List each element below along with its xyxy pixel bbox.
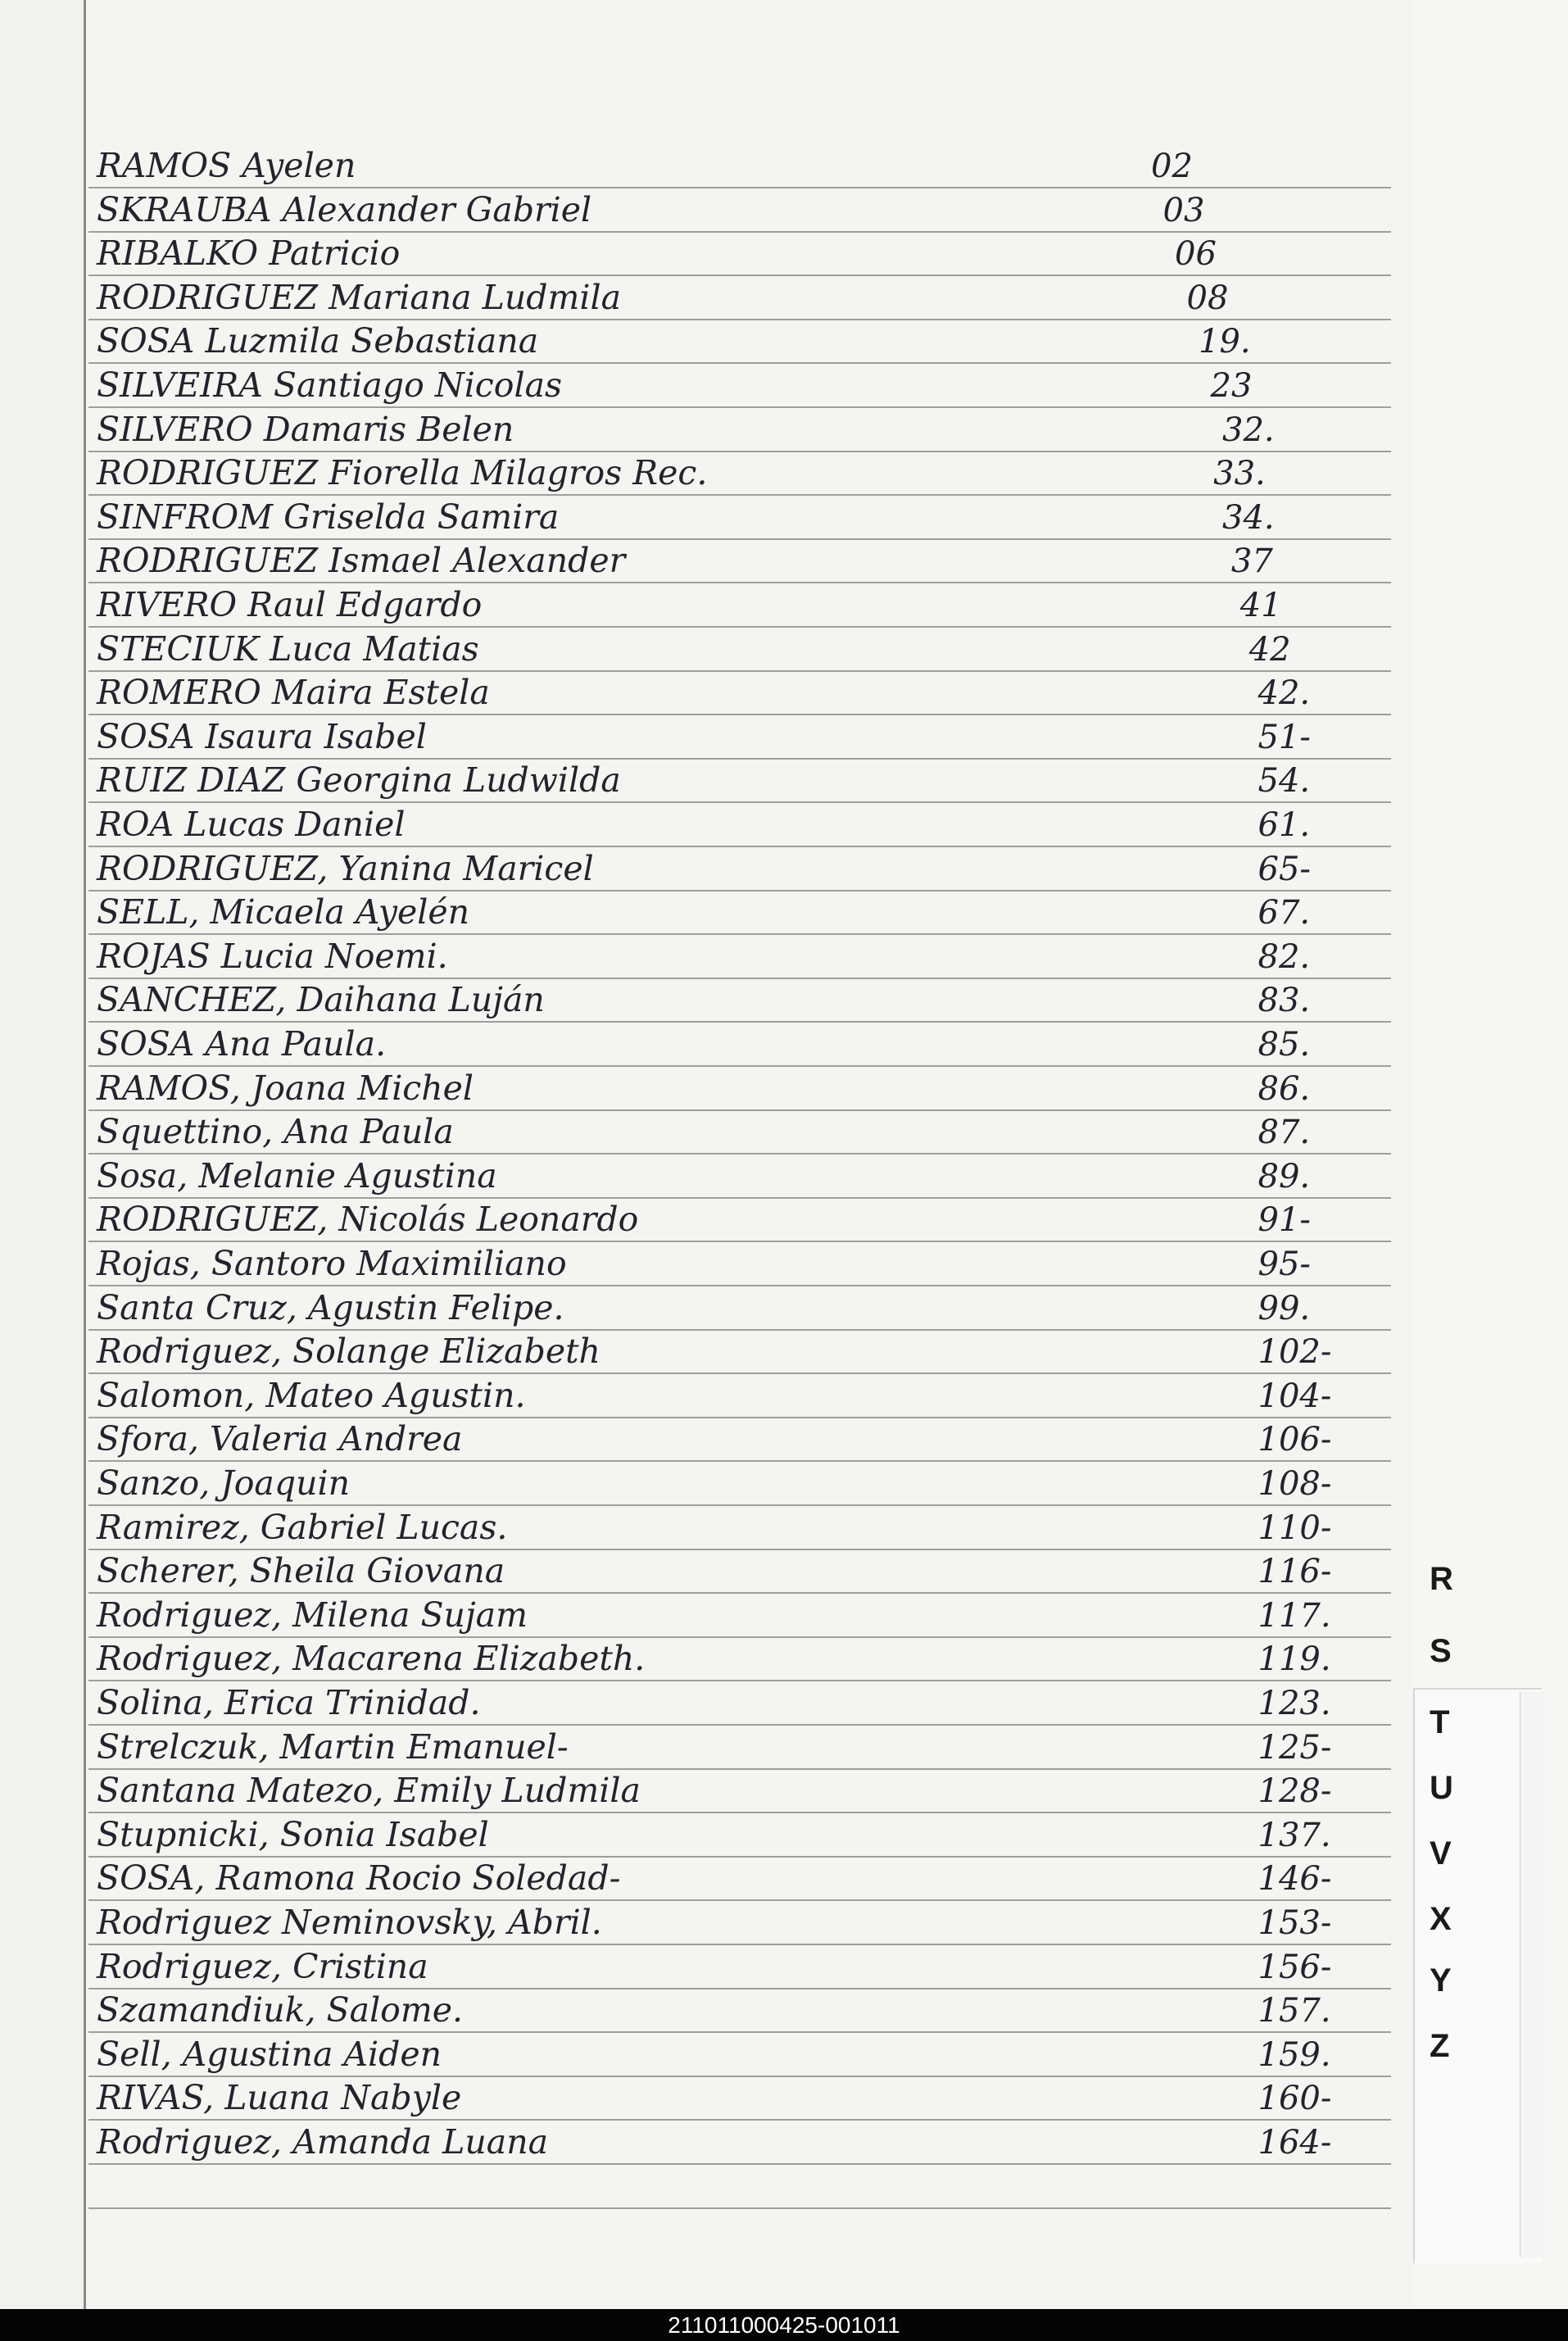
student-number: 82. bbox=[1258, 937, 1311, 976]
student-name: RAMOS, Joana Michel bbox=[97, 1068, 474, 1108]
student-number: 137. bbox=[1258, 1816, 1331, 1854]
index-tab-letter: Z bbox=[1430, 2028, 1450, 2064]
student-number: 65- bbox=[1258, 850, 1311, 888]
student-name: RIVERO Raul Edgardo bbox=[97, 585, 483, 624]
list-item bbox=[0, 1463, 1568, 1506]
list-item bbox=[0, 2121, 1568, 2165]
student-number: 106- bbox=[1258, 1421, 1332, 1459]
student-name: RODRIGUEZ, Yanina Maricel bbox=[97, 848, 594, 888]
list-item bbox=[0, 277, 1568, 320]
student-name: RUIZ DIAZ Georgina Ludwilda bbox=[97, 760, 621, 801]
student-name: ROJAS Lucia Noemi. bbox=[97, 936, 448, 976]
student-number: 83. bbox=[1258, 982, 1311, 1020]
student-number: 86. bbox=[1258, 1069, 1311, 1108]
student-name: Santa Cruz, Agustin Felipe. bbox=[97, 1287, 564, 1327]
student-number: 42. bbox=[1258, 674, 1311, 713]
list-item bbox=[0, 1023, 1568, 1067]
list-item bbox=[0, 672, 1568, 715]
index-tab-letter: Y bbox=[1430, 1962, 1452, 1998]
list-item bbox=[0, 716, 1568, 760]
student-name: Salomon, Mateo Agustin. bbox=[97, 1375, 526, 1415]
document-id-bar bbox=[0, 2309, 1568, 2341]
student-name: STECIUK Luca Matias bbox=[97, 628, 479, 669]
list-item bbox=[0, 1375, 1568, 1418]
student-number: 23 bbox=[1210, 367, 1253, 405]
student-number: 91- bbox=[1258, 1201, 1311, 1240]
student-name: SOSA Isaura Isabel bbox=[97, 716, 427, 756]
student-name: RODRIGUEZ Ismael Alexander bbox=[97, 541, 626, 581]
student-name: SANCHEZ, Daihana Luján bbox=[97, 980, 545, 1020]
student-name: Sosa, Melanie Agustina bbox=[97, 1155, 497, 1195]
list-item bbox=[0, 1726, 1568, 1770]
list-item bbox=[0, 320, 1568, 364]
student-number: 41 bbox=[1239, 587, 1282, 624]
student-number: 108- bbox=[1258, 1465, 1332, 1503]
student-name: SELL, Micaela Ayelén bbox=[97, 892, 470, 932]
ruled-line bbox=[88, 2207, 1391, 2209]
index-tab-letter: S bbox=[1430, 1633, 1452, 1669]
list-item bbox=[0, 1418, 1568, 1462]
student-number: 125- bbox=[1258, 1728, 1332, 1767]
student-number: 160- bbox=[1258, 2080, 1332, 2118]
student-name: SKRAUBA Alexander Gabriel bbox=[97, 189, 592, 229]
student-name: SOSA Ana Paula. bbox=[97, 1024, 387, 1064]
student-name: Rodriguez, Milena Sujam bbox=[97, 1595, 528, 1635]
list-item bbox=[0, 497, 1568, 540]
student-name: Rojas, Santoro Maximiliano bbox=[97, 1244, 567, 1283]
student-number: 51- bbox=[1258, 718, 1311, 756]
student-name: Scherer, Sheila Giovana bbox=[97, 1551, 505, 1591]
student-name: Sell, Agustina Aiden bbox=[97, 2034, 442, 2074]
student-name: Rodriguez, Cristina bbox=[97, 1946, 428, 1986]
list-item bbox=[0, 145, 1568, 188]
student-name: Stupnicki, Sonia Isabel bbox=[97, 1814, 489, 1854]
student-number: 164- bbox=[1258, 2124, 1332, 2162]
student-name: Santana Matezo, Emily Ludmila bbox=[97, 1771, 641, 1811]
student-name: Ramirez, Gabriel Lucas. bbox=[97, 1507, 508, 1547]
index-tab-letter: U bbox=[1430, 1770, 1453, 1806]
student-number: 110- bbox=[1258, 1508, 1332, 1547]
student-number: 156- bbox=[1258, 1948, 1332, 1986]
list-item bbox=[0, 1068, 1568, 1111]
student-number: 128- bbox=[1258, 1772, 1332, 1811]
student-name: Rodriguez, Solange Elizabeth bbox=[97, 1332, 600, 1372]
student-name: Rodriguez, Amanda Luana bbox=[97, 2122, 549, 2162]
student-number: 33. bbox=[1213, 455, 1266, 493]
list-item bbox=[0, 1946, 1568, 1989]
student-name: Sfora, Valeria Andrea bbox=[97, 1419, 463, 1459]
list-item bbox=[0, 1682, 1568, 1726]
student-name: ROA Lucas Daniel bbox=[97, 805, 406, 844]
list-item bbox=[0, 804, 1568, 847]
list-item bbox=[0, 1331, 1568, 1374]
list-item bbox=[0, 1243, 1568, 1286]
student-number: 104- bbox=[1258, 1377, 1332, 1415]
list-item bbox=[0, 1507, 1568, 1550]
student-number: 67. bbox=[1258, 894, 1311, 932]
student-number: 37 bbox=[1230, 542, 1273, 581]
student-number: 117. bbox=[1258, 1596, 1331, 1635]
student-name: Squettino, Ana Paula bbox=[97, 1112, 454, 1152]
student-name: Rodriguez Neminovsky, Abril. bbox=[97, 1903, 602, 1942]
student-number: 87. bbox=[1258, 1114, 1311, 1152]
index-tab-letter: T bbox=[1430, 1704, 1450, 1740]
list-item bbox=[0, 365, 1568, 408]
student-name: SOSA, Ramona Rocio Soledad- bbox=[97, 1858, 621, 1899]
student-number: 119. bbox=[1258, 1640, 1331, 1679]
list-item bbox=[0, 1770, 1568, 1813]
student-number: 32. bbox=[1222, 411, 1275, 449]
student-name: RAMOS Ayelen bbox=[97, 146, 356, 185]
student-name: Strelczuk, Martin Emanuel- bbox=[97, 1726, 569, 1767]
list-item bbox=[0, 1199, 1568, 1242]
student-number: 95- bbox=[1258, 1245, 1311, 1283]
student-number: 85. bbox=[1258, 1026, 1311, 1064]
list-item bbox=[0, 584, 1568, 628]
student-number: 99. bbox=[1258, 1289, 1311, 1327]
student-number: 157. bbox=[1258, 1992, 1331, 2030]
student-number: 146- bbox=[1258, 1860, 1332, 1899]
list-item bbox=[0, 1287, 1568, 1331]
list-item bbox=[0, 2077, 1568, 2121]
list-item bbox=[0, 628, 1568, 672]
student-name: Rodriguez, Macarena Elizabeth. bbox=[97, 1639, 646, 1679]
student-name: RIBALKO Patricio bbox=[97, 234, 401, 274]
student-number: 19. bbox=[1199, 323, 1251, 361]
student-number: 06 bbox=[1175, 235, 1217, 274]
student-number: 02 bbox=[1151, 147, 1193, 185]
list-item bbox=[0, 233, 1568, 276]
student-name: SOSA Luzmila Sebastiana bbox=[97, 321, 539, 361]
list-item bbox=[0, 1858, 1568, 1901]
student-name: SILVERO Damaris Belen bbox=[97, 409, 514, 449]
student-name: RODRIGUEZ Mariana Ludmila bbox=[97, 277, 622, 317]
student-name: ROMERO Maira Estela bbox=[97, 673, 490, 713]
list-item bbox=[0, 1111, 1568, 1155]
student-name: Solina, Erica Trinidad. bbox=[97, 1683, 481, 1722]
student-number: 61. bbox=[1258, 806, 1311, 844]
index-tab-letter: X bbox=[1430, 1901, 1452, 1937]
list-item bbox=[0, 1989, 1568, 2033]
list-item bbox=[0, 848, 1568, 891]
student-name: Szamandiuk, Salome. bbox=[97, 1990, 464, 2030]
student-number: 153- bbox=[1258, 1904, 1332, 1942]
list-item bbox=[0, 189, 1568, 233]
index-tab-letter: R bbox=[1430, 1561, 1453, 1597]
student-name: Sanzo, Joaquin bbox=[97, 1463, 351, 1503]
student-number: 123. bbox=[1258, 1685, 1331, 1722]
student-number: 102- bbox=[1258, 1333, 1332, 1372]
list-item bbox=[0, 2034, 1568, 2077]
list-item bbox=[0, 452, 1568, 496]
list-item bbox=[0, 1155, 1568, 1199]
document-id: 211011000425-001011 bbox=[668, 2312, 900, 2338]
student-name: RIVAS, Luana Nabyle bbox=[97, 2078, 462, 2118]
list-item bbox=[0, 1902, 1568, 1945]
student-number: 89. bbox=[1258, 1157, 1311, 1195]
student-name: RODRIGUEZ Fiorella Milagros Rec. bbox=[97, 453, 708, 493]
list-item bbox=[0, 936, 1568, 979]
list-item bbox=[0, 1550, 1568, 1594]
list-item bbox=[0, 979, 1568, 1023]
student-name: SILVEIRA Santiago Nicolas bbox=[97, 365, 563, 405]
student-name: SINFROM Griselda Samira bbox=[97, 497, 560, 537]
index-tab-letter: V bbox=[1430, 1835, 1452, 1871]
student-number: 159. bbox=[1258, 2035, 1331, 2074]
student-number: 34. bbox=[1222, 498, 1275, 537]
list-item bbox=[0, 760, 1568, 803]
list-item bbox=[0, 540, 1568, 583]
student-number: 08 bbox=[1186, 279, 1229, 317]
student-number: 42 bbox=[1249, 630, 1291, 669]
list-item bbox=[0, 1814, 1568, 1858]
student-name: RODRIGUEZ, Nicolás Leonardo bbox=[97, 1200, 639, 1240]
student-number: 54. bbox=[1258, 762, 1311, 801]
list-item bbox=[0, 891, 1568, 935]
student-number: 03 bbox=[1162, 191, 1205, 229]
list-item bbox=[0, 1638, 1568, 1681]
list-item bbox=[0, 409, 1568, 452]
student-number: 116- bbox=[1258, 1553, 1332, 1591]
list-item bbox=[0, 1595, 1568, 1638]
